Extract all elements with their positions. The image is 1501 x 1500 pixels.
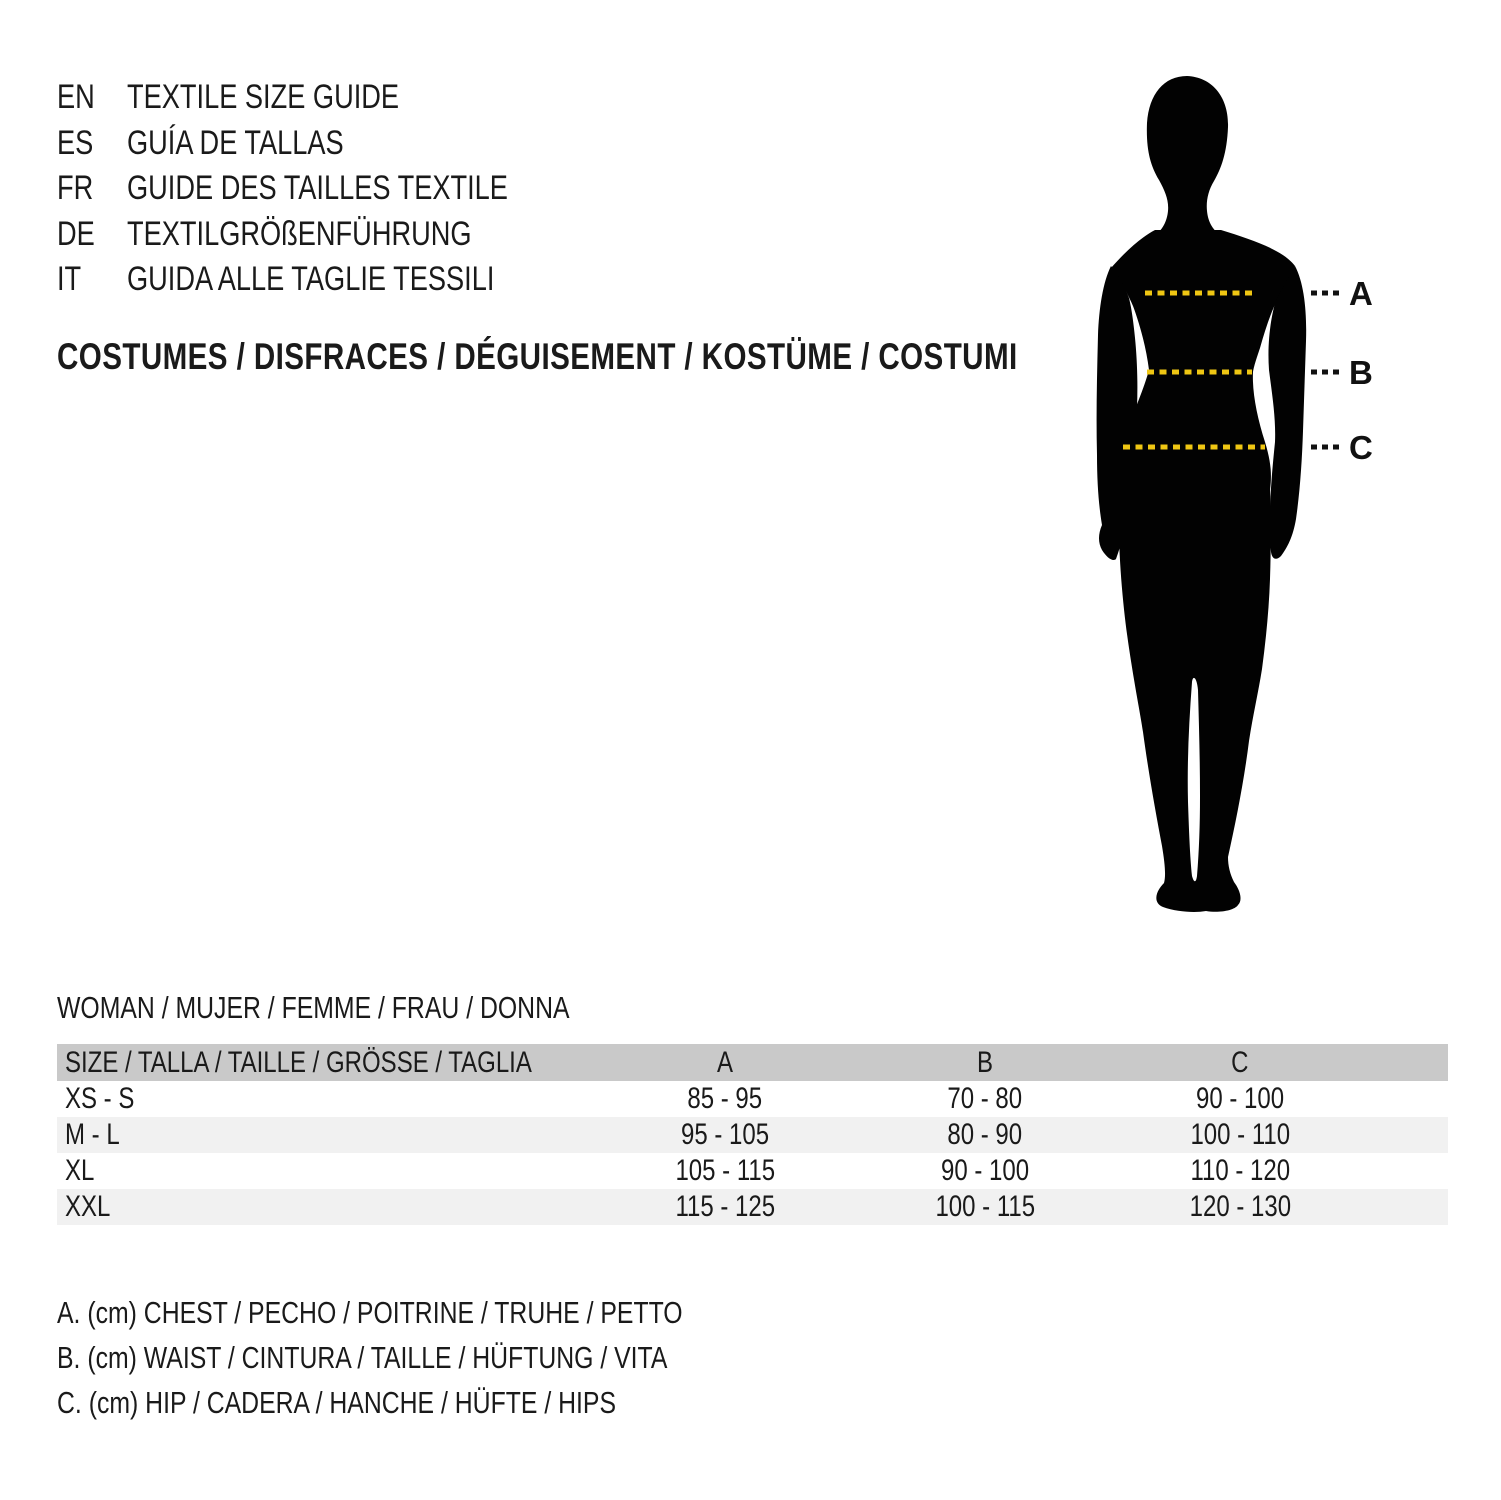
language-title: TEXTILE SIZE GUIDE — [127, 78, 400, 117]
cell-a: 85 - 95 — [687, 1082, 763, 1115]
cell-c: 110 - 120 — [1190, 1154, 1290, 1187]
measure-label-b: B — [1349, 354, 1373, 391]
header-c: C — [1231, 1045, 1249, 1079]
cell-c: 120 - 130 — [1189, 1190, 1291, 1223]
note-chest: A. (cm) CHEST / PECHO / POITRINE / TRUHE / PETTO — [57, 1294, 683, 1330]
note-hip: C. (cm) HIP / CADERA / HANCHE / HÜFTE / HIPS — [57, 1384, 616, 1420]
language-row-fr — [57, 166, 603, 212]
cell-size: M - L — [65, 1118, 120, 1151]
language-code: FR — [57, 169, 94, 208]
table-row-xs-s — [57, 1081, 1448, 1117]
language-code: EN — [57, 78, 95, 117]
silhouette-head — [1147, 76, 1228, 237]
language-title: GUÍA DE TALLAS — [127, 123, 344, 162]
table-row-xl — [57, 1153, 1448, 1189]
cell-b: 80 - 90 — [947, 1118, 1023, 1151]
note-waist: B. (cm) WAIST / CINTURA / TAILLE / HÜFTUNG / VITA — [57, 1339, 668, 1375]
table-row-m-l — [57, 1117, 1448, 1153]
language-row-it — [57, 257, 603, 303]
cell-size: XS - S — [65, 1082, 135, 1115]
header-spacer — [1383, 1044, 1448, 1081]
woman-silhouette-icon — [1097, 76, 1307, 912]
cell-size: XL — [65, 1154, 95, 1187]
language-code: ES — [57, 123, 94, 162]
language-title: TEXTILGRÖßENFÜHRUNG — [127, 214, 472, 253]
language-row-de — [57, 212, 603, 258]
size-table — [57, 1044, 1448, 1225]
measurement-figure — [1085, 70, 1400, 930]
measurement-notes — [57, 1290, 839, 1425]
language-title: GUIDE DES TAILLES TEXTILE — [127, 169, 508, 208]
cell-c: 90 - 100 — [1195, 1082, 1285, 1115]
size-table-header-row — [57, 1044, 1448, 1081]
cell-a: 105 - 115 — [675, 1154, 775, 1187]
silhouette-right-arm — [1268, 266, 1306, 559]
section-title — [57, 990, 698, 1026]
cell-a: 115 - 125 — [675, 1190, 775, 1223]
language-row-es — [57, 121, 603, 167]
header-size: SIZE / TALLA / TAILLE / GRÖSSE / TAGLIA — [65, 1045, 532, 1079]
language-code: IT — [57, 260, 82, 299]
language-row-en — [57, 75, 603, 121]
language-list — [57, 75, 603, 303]
header-a: A — [716, 1045, 733, 1079]
language-title: GUIDA ALLE TAGLIE TESSILI — [127, 260, 495, 299]
cell-b: 100 - 115 — [935, 1190, 1035, 1223]
category-title — [57, 338, 1258, 376]
cell-c: 100 - 110 — [1190, 1118, 1290, 1151]
table-row-xxl — [57, 1189, 1448, 1225]
header-b: B — [976, 1045, 993, 1079]
cell-b: 70 - 80 — [947, 1082, 1023, 1115]
language-code: DE — [57, 214, 95, 253]
measure-label-c: C — [1349, 429, 1373, 466]
section-title-text: WOMAN / MUJER / FEMME / FRAU / DONNA — [57, 990, 570, 1025]
cell-a: 95 - 105 — [680, 1118, 770, 1151]
cell-size: XXL — [65, 1190, 111, 1223]
category-title-text: COSTUMES / DISFRACES / DÉGUISEMENT / KOSTÜME / COSTUMI — [57, 336, 1018, 377]
measure-label-a: A — [1349, 275, 1373, 312]
cell-b: 90 - 100 — [940, 1154, 1030, 1187]
